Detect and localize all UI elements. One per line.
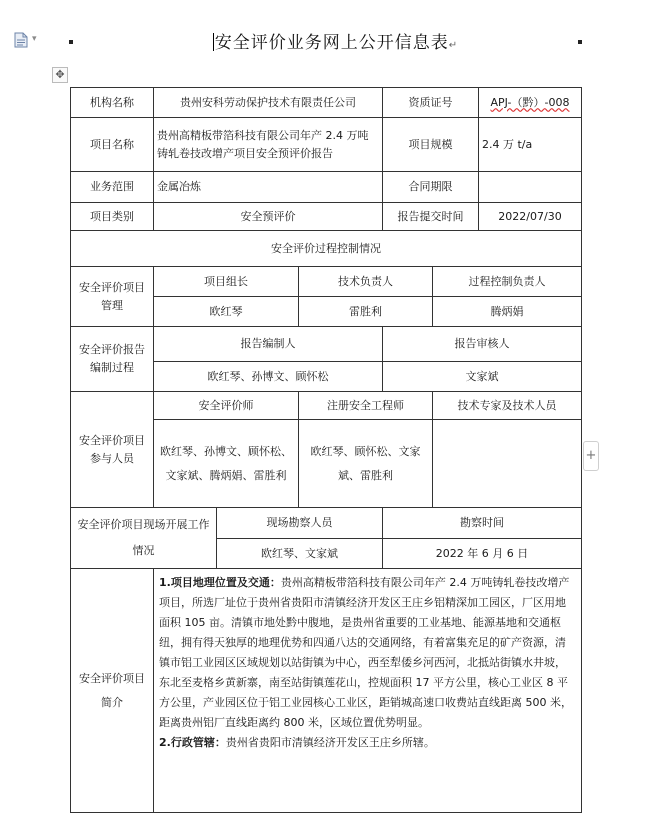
table-row <box>71 172 582 203</box>
cert-value[interactable] <box>479 88 582 118</box>
table-row <box>71 267 582 297</box>
table-row <box>71 569 582 813</box>
process-section-heading: 安全评价过程控制情况 <box>71 231 582 267</box>
project-label: 项目名称 <box>71 118 154 172</box>
intro-p2-title: 2.行政管辖： <box>159 736 226 749</box>
org-value[interactable]: 贵州安科劳动保护技术有限责任公司 <box>154 88 383 118</box>
chevron-down-icon[interactable]: ▾ <box>32 34 37 44</box>
site-work-value[interactable]: 2022 年 6 月 6 日 <box>383 539 582 569</box>
org-label: 机构名称 <box>71 88 154 118</box>
text-cursor <box>213 33 214 51</box>
participants-value[interactable]: 欧红琴、孙博文、顾怀松、文家斌、腾炳娟、雷胜利 <box>154 420 299 508</box>
participants-header: 安全评价师 <box>154 392 299 420</box>
participants-header: 注册安全工程师 <box>299 392 433 420</box>
page-title: 安全评价业务网上公开信息表↵ <box>214 33 459 53</box>
intro-content[interactable] <box>154 569 582 813</box>
site-work-label: 安全评价项目现场开展工作情况 <box>71 508 217 569</box>
table-row <box>71 231 582 267</box>
intro-label: 安全评价项目简介 <box>71 569 154 813</box>
scope-value[interactable]: 金属冶炼 <box>154 172 383 203</box>
management-header: 过程控制负责人 <box>433 267 582 297</box>
scale-value[interactable]: 2.4 万 t/a <box>479 118 582 172</box>
site-work-value[interactable]: 欧红琴、文家斌 <box>217 539 383 569</box>
table-row <box>71 392 582 420</box>
report-time-label: 报告提交时间 <box>383 203 479 231</box>
participants-label: 安全评价项目参与人员 <box>71 392 154 508</box>
participants-value[interactable]: 欧红琴、顾怀松、文家斌、雷胜利 <box>299 420 433 508</box>
contract-value[interactable] <box>479 172 582 203</box>
info-table <box>70 87 582 813</box>
site-work-header: 现场勘察人员 <box>217 508 383 539</box>
add-column-handle[interactable]: + <box>583 441 599 471</box>
report-time-value[interactable]: 2022/07/30 <box>479 203 582 231</box>
table-row <box>71 327 582 362</box>
cert-value-text: APJ-（黔）-008 <box>490 95 570 109</box>
table-row <box>71 508 582 539</box>
project-value[interactable]: 贵州高精板带箔科技有限公司年产 2.4 万吨铸轧卷技改增产项目安全预评价报告 <box>154 118 383 172</box>
cert-label: 资质证号 <box>383 88 479 118</box>
management-value[interactable]: 雷胜利 <box>299 297 433 327</box>
intro-p1-text: 贵州高精板带箔科技有限公司年产 2.4 万吨铸轧卷技改增产项目，所选厂址位于贵州省贵阳市清镇经济开发区王庄乡铝精深加工园区，厂区用地面积 105 亩。清镇市地处黔中腹地，是贵州省重要的工业基地、能源基地和交通枢纽，拥有得天独厚的地理优势和四通八达的交通网络，有着富集充足的矿产资源，清镇市铝工业园区区域规划以站街镇为中心，西至犁倭乡河西河，北抵站街镇水井坡，东北至麦格乡黄新寨，南至站街镇莲花山，控规面积 17 平方公里，核心工业区 8 平方公里，产业园区位于铝工业园核心工业区，距销城高速口收费站直线距离 500 米，距离贵州铝厂直线距离约 800 米，区域位置优势明显。 <box>159 576 572 729</box>
table-move-handle[interactable]: ✥ <box>52 67 68 83</box>
report-process-header: 报告审核人 <box>383 327 582 362</box>
participants-header: 技术专家及技术人员 <box>433 392 582 420</box>
intro-p1-title: 1.项目地理位置及交通： <box>159 576 281 589</box>
contract-label: 合同期限 <box>383 172 479 203</box>
site-work-header: 勘察时间 <box>383 508 582 539</box>
participants-value[interactable] <box>433 420 582 508</box>
table-row <box>71 203 582 231</box>
management-header: 技术负责人 <box>299 267 433 297</box>
category-label: 项目类别 <box>71 203 154 231</box>
management-header: 项目组长 <box>154 267 299 297</box>
management-value[interactable]: 腾炳娟 <box>433 297 582 327</box>
intro-p2-text: 贵州省贵阳市清镇经济开发区王庄乡所辖。 <box>225 736 435 749</box>
report-process-label: 安全评价报告编制过程 <box>71 327 154 392</box>
management-value[interactable]: 欧红琴 <box>154 297 299 327</box>
report-process-value[interactable]: 欧红琴、孙博文、顾怀松 <box>154 362 383 392</box>
table-row <box>71 118 582 172</box>
table-row <box>71 88 582 118</box>
category-value[interactable]: 安全预评价 <box>154 203 383 231</box>
scale-label: 项目规模 <box>383 118 479 172</box>
scope-label: 业务范围 <box>71 172 154 203</box>
report-process-header: 报告编制人 <box>154 327 383 362</box>
management-label: 安全评价项目管理 <box>71 267 154 327</box>
report-process-value[interactable]: 文家斌 <box>383 362 582 392</box>
